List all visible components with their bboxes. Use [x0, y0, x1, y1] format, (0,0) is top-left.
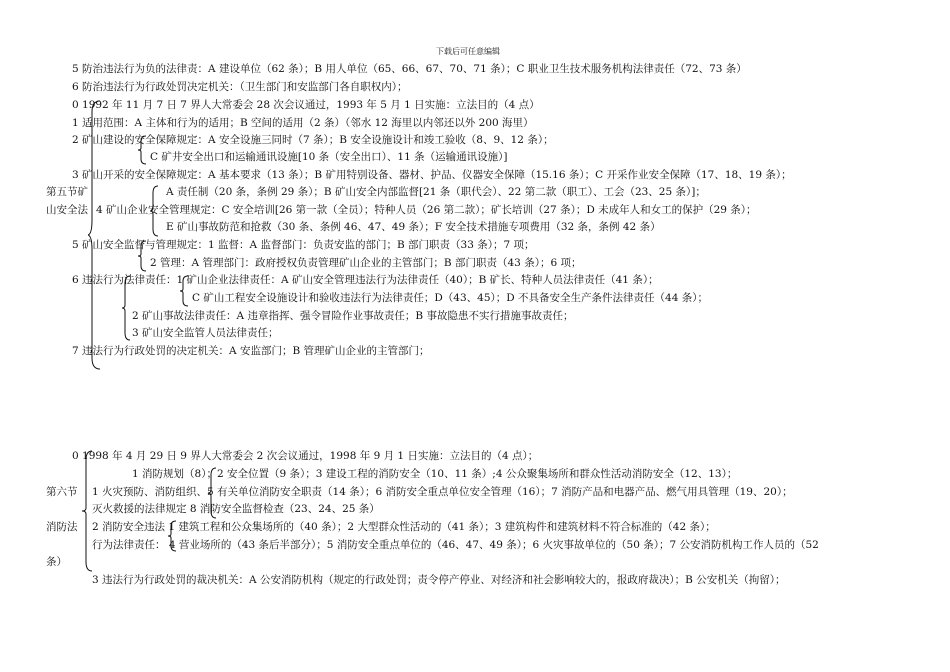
section5-brace-2 [138, 135, 148, 165]
section6-title-2: 消防法 [46, 521, 78, 533]
section5-line-14: C 矿山工程安全设施设计和验收违法行为法律责任；D（43、45）；D 不具备安全生产条件法律责任（44 条）； [192, 292, 708, 304]
page-header: 下载后可任意编辑 [436, 47, 500, 56]
section6-main-brace [82, 450, 94, 572]
section6-line-2: 1 消防规划（8）；2 安全位置（9 条）；3 建设工程的消防安全（10、11 条）;4 公众聚集场所和群众性活动消防安全（12、13）； [132, 468, 738, 480]
section5-line-10: E 矿山事故防范和抢救（30 条、条例 46、47、49 条）；F 安全技术措施专项费用（32 条，条例 42 条） [166, 221, 661, 233]
section6-line-4: 灭火救援的法律规定 8 消防安全监督检查（23、24、25 条） [92, 503, 380, 515]
section6-line-5: 2 消防安全违法 1 建筑工程和公众集场所的（40 条）；2 大型群众性活动的（41 条）；3 建筑构件和建筑材料不符合标准的（42 条）； [92, 521, 716, 533]
section5-title-2: 山安全法 [46, 204, 88, 216]
section6-line-3: 1 火灾预防、消防组织、5 有关单位消防安全职责（14 条）；6 消防安全重点单位安全管理（16）；7 消防产品和电器产品、燃气用具管理（19、20）； [92, 486, 793, 498]
section6-brace-2 [168, 520, 178, 552]
section5-line-2: 6 防治违法行为行政处罚决定机关：（卫生部门和安监部门各自职权内）； [72, 81, 408, 93]
section5-line-9: 4 矿山企业安全管理规定：C 安全培训[26 第一款（全员）；特种人员（26 第二款）；矿长培训（27 条）；D 未成年人和女工的保护（29 条）； [96, 204, 757, 216]
section5-line-7: 3 矿山开采的安全保障规定：A 基本要求（13 条）；B 矿用特别设备、器材、护品、仪器安全保障（15.16 条）；C 开采作业安全保障（17、18、19 条）； [72, 169, 792, 181]
section5-line-4: 1 适用范围：A 主体和行为的适用；B 空间的适用（2 条）（邻水 12 海里以内邻还以外 200 海里） [72, 117, 534, 129]
section5-brace-6 [122, 275, 132, 341]
section5-line-6: C 矿井安全出口和运输通讯设施[10 条（安全出口）、11 条（运输通讯设施）] [150, 151, 508, 163]
section6-line-7: 条） [46, 556, 67, 568]
section5-line-12: 2 管理：A 管理部门：政府授权负责管理矿山企业的主管部门；B 部门职责（43 条）；6 项； [150, 257, 582, 269]
section5-line-15: 2 矿山事故法律责任：A 违章指挥、强令冒险作业事故责任；B 事故隐患不实行措施事故责任； [132, 310, 574, 322]
section5-brace-6-1 [180, 275, 190, 307]
section5-line-17: 7 违法行为行政处罚的决定机关：A 安监部门；B 管理矿山企业的主管部门； [72, 345, 430, 357]
section5-line-5: 2 矿山建设的安全保障规定：A 安全设施三同时（7 条）；B 安全设施设计和竣工验收（8、9、12 条）； [72, 134, 554, 146]
section5-line-13: 6 违法行为法律责任：1 矿山企业法律责任：A 矿山安全管理违法行为法律责任（40）；B 矿长、特种人员法律责任（41 条）； [72, 274, 659, 286]
section5-brace-5 [138, 240, 148, 272]
section5-main-brace [88, 100, 102, 370]
section5-line-3: 0 1992 年 11 月 7 日 7 界人大常委会 28 次会议通过，1993 年 5 月 1 日实施：立法目的（4 点） [72, 99, 540, 111]
section5-line-16: 3 矿山安全监管人员法律责任； [132, 327, 279, 339]
section6-title-1: 第六节 [46, 486, 78, 498]
section5-line-11: 5 矿山安全监督与管理规定：1 监督：A 监督部门：负责安监的部门；B 部门职责（33 条）；7 项； [72, 239, 535, 251]
section6-brace-1 [208, 467, 218, 519]
section6-line-8: 3 违法行为行政处罚的裁决机关：A 公安消防机构（规定的行政处罚；责令停产停业、对经济和社会影响较大的，报政府裁决）；B 公安机关（拘留）； [92, 574, 786, 586]
section5-title-1: 第五节矿 [46, 186, 88, 198]
section5-brace-4 [150, 185, 160, 237]
section5-line-1: 5 防治违法行为负的法律责：A 建设单位（62 条）；B 用人单位（65、66、67、70、71 条）；C 职业卫生技术服务机构法律责任（72、73 条） [72, 63, 747, 75]
section5-line-8: A 责任制（20 条，条例 29 条）；B 矿山安全内部监督[21 条（职代会）、22 第二款（职工）、工会（23、25 条）]； [166, 186, 706, 198]
section6-line-6: 行为法律责任： 4 营业场所的（43 条后半部分）；5 消防安全重点单位的（46、47、49 条）；6 火灾事故单位的（50 条）；7 公安消防机构工作人员的（52 [92, 539, 819, 551]
section6-line-1: 0 1998 年 4 月 29 日 9 界人大常委会 2 次会议通过，1998 年 9 月 1 日实施：立法目的（4 点）； [72, 450, 539, 462]
